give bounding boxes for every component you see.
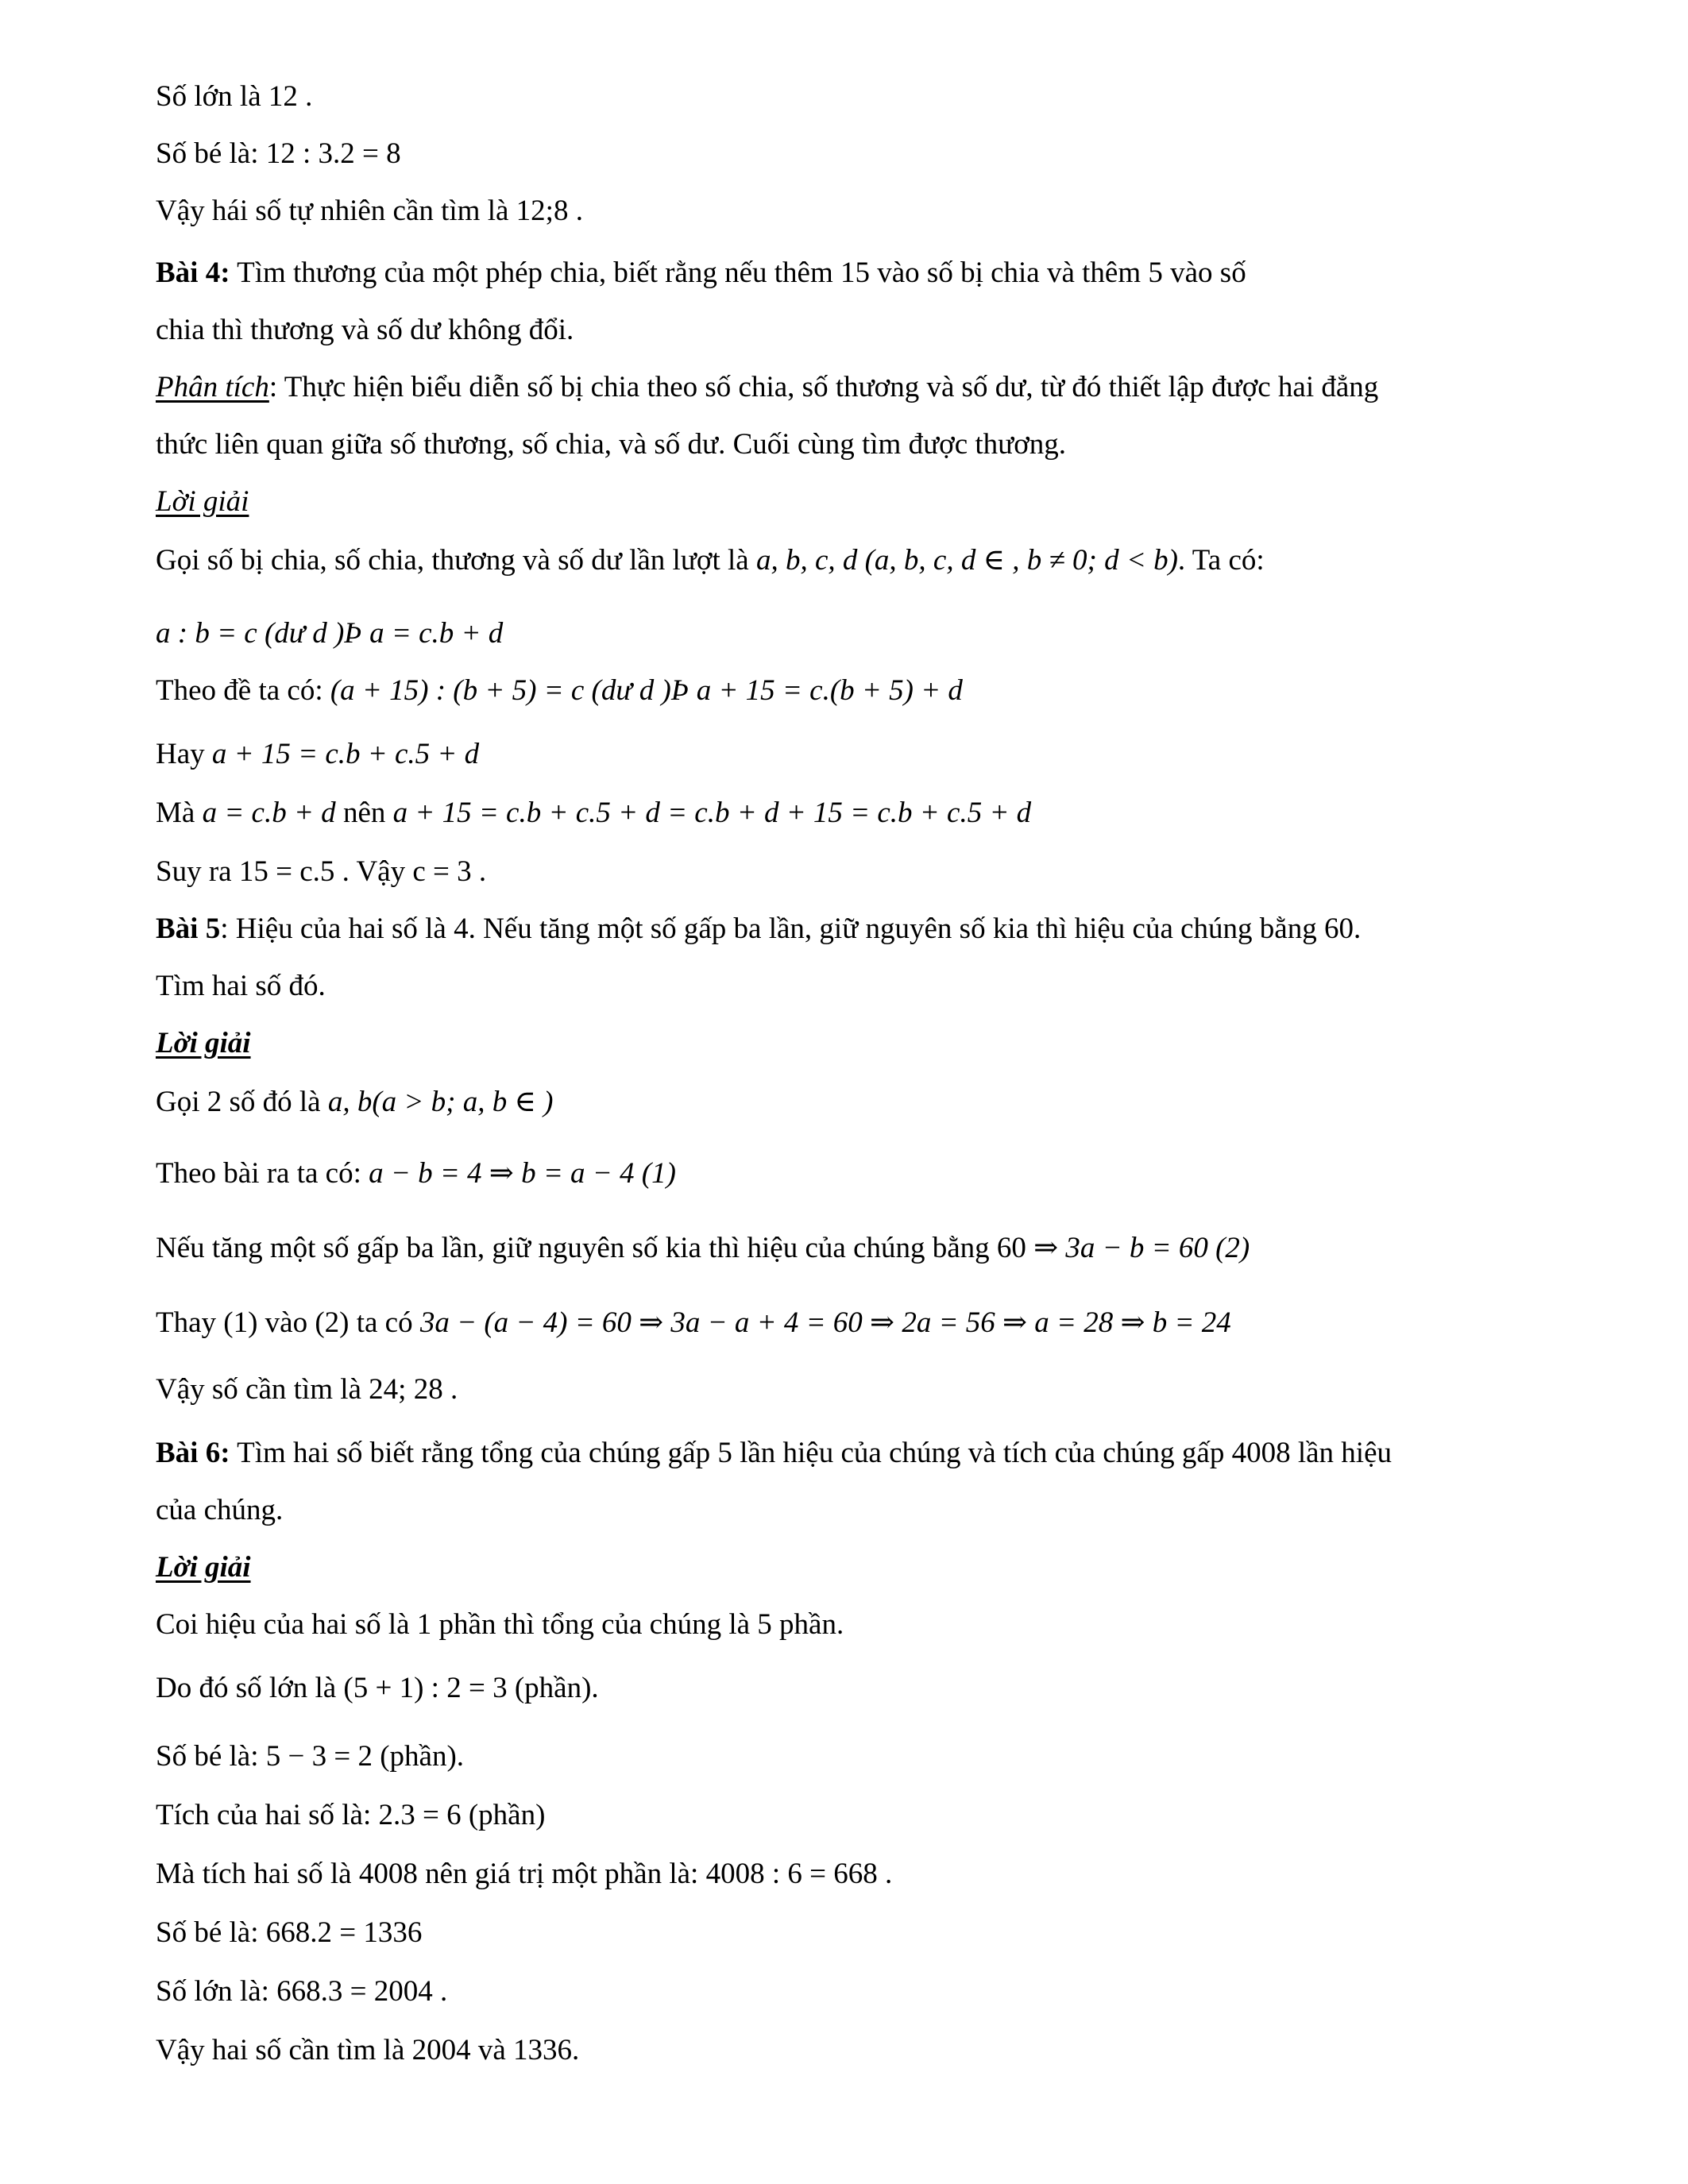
solution-heading [156,1026,1586,1061]
line-text: Hay [156,738,212,770]
text-line [156,543,1586,578]
text-line [156,1306,1586,1341]
text-line: thức liên quan giữa số thương, số chia, và số dư. Cuối cùng tìm được thương. [156,428,1067,461]
solution-label: Lời giải [156,1027,251,1059]
text-line: Tích của hai số là: 2.3 = 6 (phần) [156,1799,546,1831]
line-text: Theo bài ra ta có: [156,1157,369,1190]
text-line [156,737,1586,772]
exercise-4-statement [156,256,1586,291]
text-line: Do đó số lớn là (5 + 1) : 2 = 3 (phần). [156,1672,599,1704]
math-expression: 3a − (a − 4) = 60 ⇒ 3a − a + 4 = 60 ⇒ 2a = 56 ⇒ a = 28 ⇒ b = 24 [419,1306,1231,1339]
text-line [156,673,1586,708]
text-line: Số lớn là 12 . [156,80,313,113]
solution-heading [156,1550,1586,1585]
line-text: Theo đề ta có: [156,674,330,707]
exercise-5-text: : Hiệu của hai số là 4. Nếu tăng một số gấp ba lần, giữ nguyên số kia thì hiệu của chúng bằng 60. [220,913,1362,945]
text-line: Số lớn là: 668.3 = 2004 . [156,1975,448,2008]
analysis-label: Phân tích [156,371,269,403]
exercise-6-text: Tìm hai số biết rằng tổng của chúng gấp 5 lần hiệu của chúng và tích của chúng gấp 4008 lần hiệu [230,1437,1392,1469]
text-line: Suy ra 15 = c.5 . Vậy c = 3 . [156,855,487,888]
text-line: Số bé là: 5 − 3 = 2 (phần). [156,1740,465,1773]
solution-heading [156,484,1586,519]
math-expression: a = c.b + d [202,797,336,829]
math-expression: a, b(a > b; a, b ∈ ) [327,1086,554,1118]
text-line: Vậy số cần tìm là 24; 28 . [156,1373,458,1406]
line-text: Gọi số bị chia, số chia, thương và số dư lần lượt là [156,544,756,577]
text-line: Vậy hai số cần tìm là 2004 và 1336. [156,2034,580,2066]
analysis-paragraph [156,370,1586,405]
analysis-text: : Thực hiện biểu diễn số bị chia theo số chia, số thương và số dư, từ đó thiết lập được hai đẳng [268,371,1379,403]
text-line: Số bé là: 12 : 3.2 = 8 [156,137,401,170]
text-line: Tìm hai số đó. [156,970,326,1002]
math-expression: (a + 15) : (b + 5) = c (dư d )Þ a + 15 = c.(b + 5) + d [330,674,963,707]
solution-label: Lời giải [156,1551,251,1584]
line-text: Mà [156,797,203,829]
exercise-5-label: Bài 5 [156,913,221,945]
line-text: nên [335,797,393,829]
math-expression: a + 15 = c.b + c.5 + d = c.b + d + 15 = c.b + c.5 + d [392,797,1032,829]
solution-label: Lời giải [156,485,249,518]
math-expression: ⇒ 3a − b = 60 (2) [1033,1232,1250,1264]
exercise-6-statement [156,1436,1586,1471]
math-line: a : b = c (dư d )Þ a = c.b + d [156,617,504,650]
line-text: Thay (1) vào (2) ta có [156,1306,420,1339]
text-line: Mà tích hai số là 4008 nên giá trị một phần là: 4008 : 6 = 668 . [156,1858,893,1890]
text-line: Vậy hái số tự nhiên cần tìm là 12;8 . [156,195,583,227]
line-text: Gọi 2 số đó là [156,1086,328,1118]
text-line [156,1085,1586,1120]
text-line [156,1156,1586,1191]
text-line: của chúng. [156,1494,284,1526]
text-line [156,796,1586,831]
text-line: Coi hiệu của hai số là 1 phần thì tổng của chúng là 5 phần. [156,1608,844,1641]
text-line: chia thì thương và số dư không đổi. [156,314,574,346]
text-line [156,1231,1586,1266]
exercise-6-label: Bài 6: [156,1437,230,1469]
exercise-5-statement [156,912,1586,947]
exercise-4-text: Tìm thương của một phép chia, biết rằng nếu thêm 15 vào số bị chia và thêm 5 vào số [230,257,1246,289]
math-expression: a + 15 = c.b + c.5 + d [211,738,480,770]
line-text: . Ta có: [1177,544,1265,577]
exercise-4-label: Bài 4: [156,257,230,289]
text-line: Số bé là: 668.2 = 1336 [156,1916,423,1949]
line-text: Nếu tăng một số gấp ba lần, giữ nguyên số kia thì hiệu của chúng bằng 60 [156,1232,1034,1264]
math-expression: a − b = 4 ⇒ b = a − 4 (1) [369,1157,676,1190]
math-expression: a, b, c, d (a, b, c, d ∈ , b ≠ 0; d < b) [755,544,1178,577]
